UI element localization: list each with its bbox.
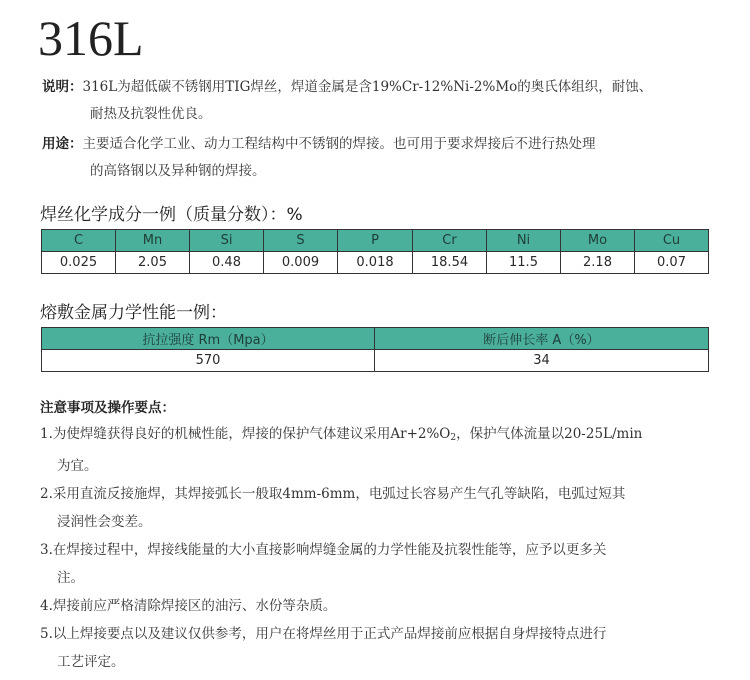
note-1-line-1-pre: 1.为使焊缝获得良好的机械性能，焊接的保护气体建议采用Ar+2%O: [40, 426, 451, 442]
header-cu: Cu: [635, 230, 709, 252]
note-3-line-2: 注。: [57, 570, 84, 586]
value-tensile-strength: 570: [42, 350, 375, 372]
composition-title: 焊丝化学成分一例（质量分数）：%: [40, 205, 303, 225]
description-paragraph: [42, 74, 712, 128]
note-1-line-2: 为宜。: [57, 458, 98, 474]
value-mn: 2.05: [116, 252, 190, 274]
notes-title: 注意事项及操作要点：: [40, 400, 175, 416]
usage-paragraph: [42, 131, 712, 185]
description-line-2: 耐热及抗裂性优良。: [90, 106, 212, 122]
mechanical-header-row: [42, 328, 709, 350]
note-2-line-2: 浸润性会变差。: [57, 514, 152, 530]
value-cr: 18.54: [413, 252, 487, 274]
value-cu: 0.07: [635, 252, 709, 274]
value-elongation: 34: [375, 350, 709, 372]
usage-label: 用途：: [42, 136, 83, 152]
header-ni: Ni: [487, 230, 561, 252]
header-s: S: [264, 230, 338, 252]
mechanical-title: 熔敷金属力学性能一例：: [40, 303, 227, 323]
value-s: 0.009: [264, 252, 338, 274]
value-ni: 11.5: [487, 252, 561, 274]
header-elongation: 断后伸长率 A（%）: [375, 328, 709, 350]
mechanical-value-row: [42, 350, 709, 372]
note-2-line-1: 2.采用直流反接施焊，其焊接弧长一般取4mm-6mm，电弧过长容易产生气孔等缺陷，电弧过短其: [40, 486, 626, 502]
mechanical-table: [41, 327, 709, 372]
note-item-3: [40, 536, 725, 592]
note-1-subscript: 2: [450, 433, 457, 443]
composition-value-row: [42, 252, 709, 274]
value-p: 0.018: [338, 252, 413, 274]
header-mo: Mo: [561, 230, 635, 252]
description-label: 说明：: [42, 79, 83, 95]
usage-line-2: 的高铬钢以及异种钢的焊接。: [90, 163, 266, 179]
description-line-1: 316L为超低碳不锈钢用TIG焊丝，焊道金属是含19%Cr-12%Ni-2%Mo的奥氏体组织，耐蚀、: [82, 79, 653, 95]
composition-table: [41, 229, 709, 274]
value-c: 0.025: [42, 252, 116, 274]
composition-header-row: [42, 230, 709, 252]
notes-list: [40, 420, 725, 676]
header-cr: Cr: [413, 230, 487, 252]
note-item-1: [40, 420, 725, 480]
note-item-2: [40, 480, 725, 536]
header-mn: Mn: [116, 230, 190, 252]
note-5-line-1: 5.以上焊接要点以及建议仅供参考，用户在将焊丝用于正式产品焊接前应根据自身焊接特点进行: [40, 626, 607, 642]
value-mo: 2.18: [561, 252, 635, 274]
product-title: 316L: [38, 10, 144, 66]
note-3-line-1: 3.在焊接过程中，焊接线能量的大小直接影响焊缝金属的力学性能及抗裂性能等，应予以更多关: [40, 542, 607, 558]
note-1-line-1-post: ，保护气体流量以20-25L/min: [456, 426, 643, 442]
header-tensile-strength: 抗拉强度 Rm（Mpa）: [42, 328, 375, 350]
note-item-4: [40, 592, 725, 620]
note-5-line-2: 工艺评定。: [57, 654, 125, 670]
note-4-line-1: 4.焊接前应严格清除焊接区的油污、水份等杂质。: [40, 598, 337, 614]
header-si: Si: [190, 230, 264, 252]
usage-line-1: 主要适合化学工业、动力工程结构中不锈钢的焊接。也可用于要求焊接后不进行热处理: [82, 136, 596, 152]
header-c: C: [42, 230, 116, 252]
header-p: P: [338, 230, 413, 252]
note-item-5: [40, 620, 725, 676]
value-si: 0.48: [190, 252, 264, 274]
